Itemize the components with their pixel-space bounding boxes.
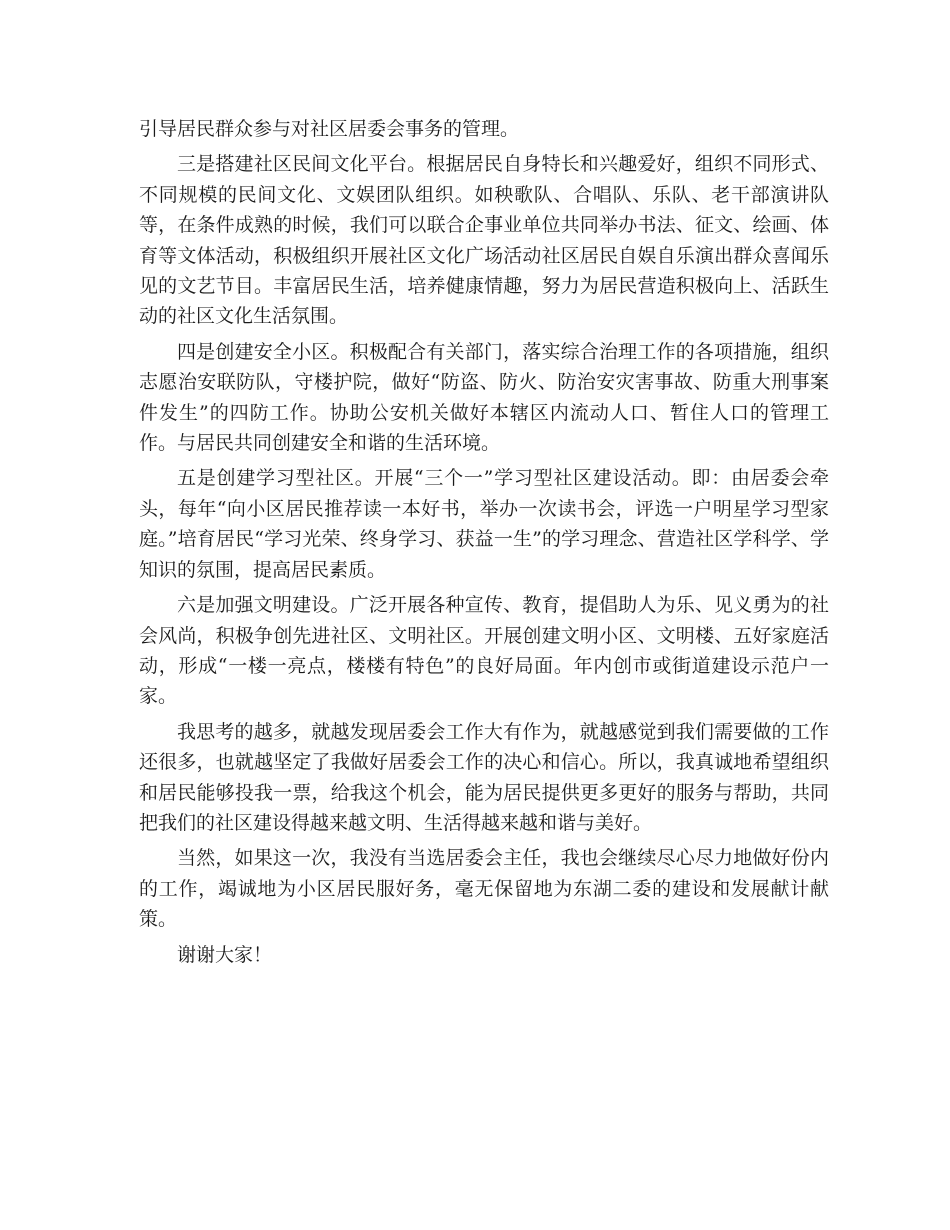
paragraph-civility: 六是加强文明建设。广泛开展各种宣传、教育，提倡助人为乐、见义勇为的社会风尚，积极争创先进社区、文明社区。开展创建文明小区、文明楼、五好家庭活动，形成“一楼一亮点，楼楼有特色”的良好局面。年内创市或街道建设示范户一家。 [139,594,829,708]
paragraph-commitment: 当然，如果这一次，我没有当选居委会主任，我也会继续尽心尽力地做好份内的工作，竭诚地为小区居民服好务，毫无保留地为东湖二委的建设和发展献计献策。 [139,847,829,931]
paragraph-continuation: 引导居民群众参与对社区居委会事务的管理。 [139,118,520,140]
paragraph-reflection: 我思考的越多，就越发现居委会工作大有作为，就越感觉到我们需要做的工作还很多，也就越坚定了我做好居委会工作的决心和信心。所以，我真诚地希望组织和居民能够投我一票，给我这个机会，能为居民提供更多更好的服务与帮助，共同把我们的社区建设得越来越文明、生活得越来越和谐与美好。 [139,720,829,834]
paragraph-cultural-platform: 三是搭建社区民间文化平台。根据居民自身特长和兴趣爱好，组织不同形式、不同规模的民间文化、文娱团队组织。如秧歌队、合唱队、乐队、老干部演讲队等，在条件成熟的时候，我们可以联合企事业单位共同举办书法、征文、绘画、体育等文体活动，积极组织开展社区文化广场活动社区居民自娱自乐演出群众喜闻乐见的文艺节目。丰富居民生活，培养健康情趣，努力为居民营造积极向上、活跃生动的社区文化生活氛围。 [139,153,829,328]
paragraph-thanks: 谢谢大家！ [177,943,273,966]
paragraph-safe-community: 四是创建安全小区。积极配合有关部门，落实综合治理工作的各项措施，组织志愿治安联防队，守楼护院，做好“防盗、防火、防治安灾害事故、防重大刑事案件发生”的四防工作。协助公安机关做好本辖区内流动人口、暂住人口的管理工作。与居民共同创建安全和谐的生活环境。 [139,340,829,455]
paragraph-learning-community: 五是创建学习型社区。开展“三个一”学习型社区建设活动。即：由居委会牵头，每年“向小区居民推荐读一本好书，举办一次读书会，评选一户明星学习型家庭。”培育居民“学习光荣、终身学习、获益一生”的学习理念、营造社区学科学、学知识的氛围，提高居民素质。 [139,467,829,581]
document-body [139,114,829,975]
